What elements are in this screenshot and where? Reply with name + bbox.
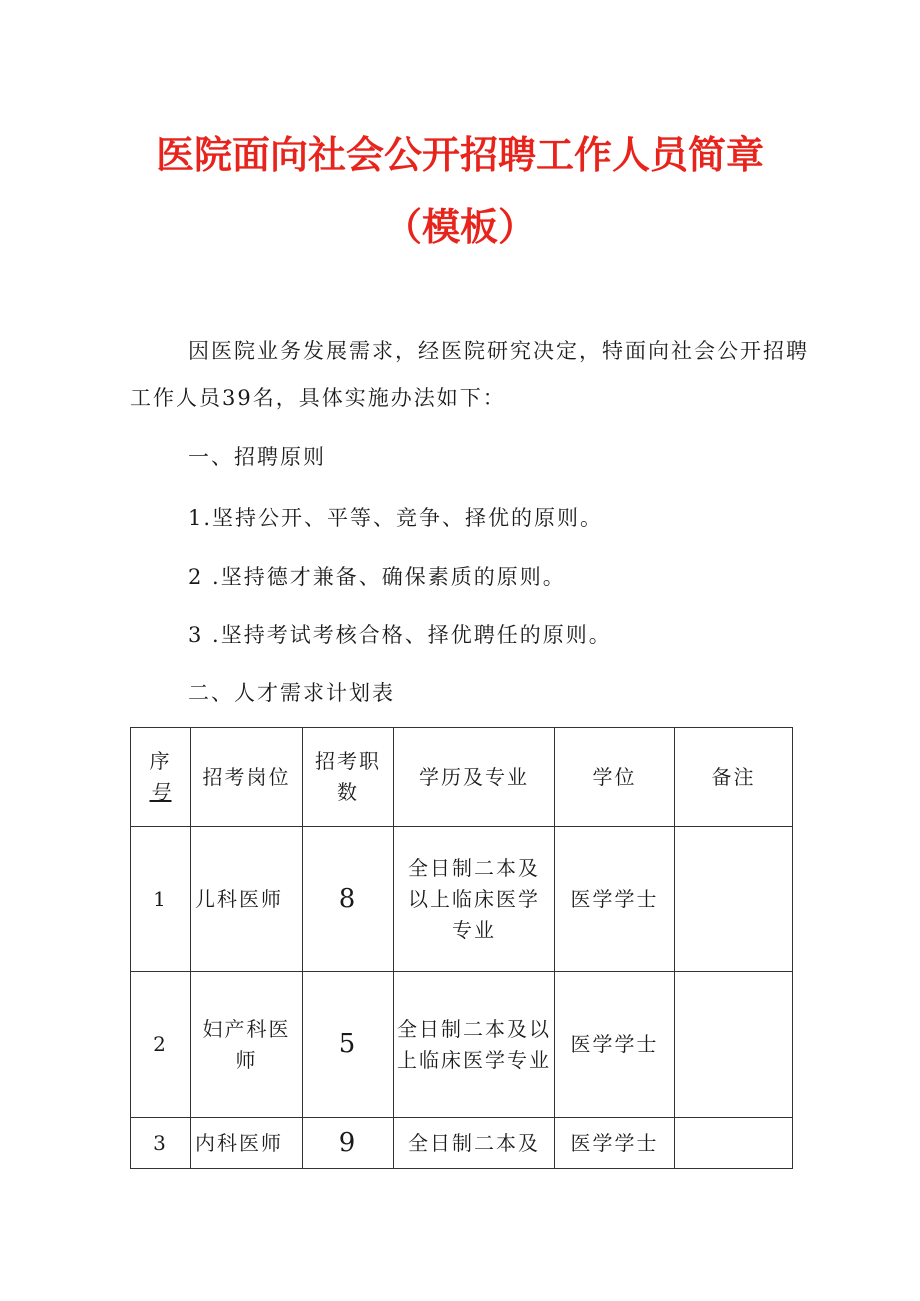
header-position: 招考岗位 bbox=[191, 728, 303, 827]
document-title: 医院面向社会公开招聘工作人员简章 bbox=[155, 133, 764, 177]
header-remark: 备注 bbox=[675, 728, 793, 827]
header-education: 学历及专业 bbox=[394, 728, 555, 827]
intro-paragraph-line2: 工作人员39名，具体实施办法如下： bbox=[130, 386, 506, 410]
cell-position bbox=[191, 827, 303, 972]
header-quota-line2: 数 bbox=[337, 780, 359, 804]
header-seq-line2: 号 bbox=[149, 780, 172, 804]
header-seq bbox=[131, 728, 191, 827]
cell-position-line2: 师 bbox=[235, 1047, 258, 1072]
cell-education-line3: 专业 bbox=[452, 917, 496, 942]
cell-education-line1: 全日制二本及以 bbox=[397, 1016, 551, 1041]
cell-position bbox=[191, 972, 303, 1118]
header-quota-line1: 招考职 bbox=[315, 749, 381, 773]
cell-seq: 3 bbox=[131, 1118, 191, 1169]
section-heading-plan-table: 二、人才需求计划表 bbox=[188, 681, 395, 705]
cell-education bbox=[394, 827, 555, 972]
table-row bbox=[131, 1118, 793, 1169]
header-seq-line1: 序 bbox=[149, 749, 172, 773]
principle-item: 3 .坚持考试考核合格、择优聘任的原则。 bbox=[188, 623, 612, 647]
table-row bbox=[131, 827, 793, 972]
table-row bbox=[131, 972, 793, 1118]
table-header-row bbox=[131, 728, 793, 827]
cell-education bbox=[394, 972, 555, 1118]
talent-demand-table bbox=[130, 727, 793, 1169]
principle-item: 1.坚持公开、平等、竞争、择优的原则。 bbox=[188, 506, 604, 530]
cell-quota: 8 bbox=[303, 827, 394, 972]
cell-seq: 1 bbox=[131, 827, 191, 972]
principle-item: 2 .坚持德才兼备、确保素质的原则。 bbox=[188, 565, 566, 589]
cell-education-line1: 全日制二本及 bbox=[408, 855, 540, 880]
cell-quota: 5 bbox=[303, 972, 394, 1118]
intro-paragraph-line1: 因医院业务发展需求，经医院研究决定，特面向社会公开招聘 bbox=[188, 339, 809, 363]
cell-degree: 医学学士 bbox=[555, 1118, 675, 1169]
cell-remark bbox=[675, 1118, 793, 1169]
cell-seq: 2 bbox=[131, 972, 191, 1118]
cell-degree: 医学学士 bbox=[555, 827, 675, 972]
header-degree: 学位 bbox=[555, 728, 675, 827]
cell-education bbox=[394, 1118, 555, 1169]
cell-quota: 9 bbox=[303, 1118, 394, 1169]
cell-education-line1: 全日制二本及 bbox=[408, 1130, 540, 1155]
cell-position-line1: 内科医师 bbox=[195, 1130, 283, 1155]
document-subtitle: （模板） bbox=[383, 205, 536, 249]
cell-degree: 医学学士 bbox=[555, 972, 675, 1118]
cell-education-line2: 以上临床医学 bbox=[408, 886, 540, 911]
cell-position-line1: 儿科医师 bbox=[195, 886, 283, 911]
cell-remark bbox=[675, 972, 793, 1118]
cell-position-line1: 妇产科医 bbox=[202, 1016, 291, 1041]
header-quota bbox=[303, 728, 394, 827]
cell-education-line2: 上临床医学专业 bbox=[397, 1047, 551, 1072]
cell-position bbox=[191, 1118, 303, 1169]
cell-remark bbox=[675, 827, 793, 972]
section-heading-principles: 一、招聘原则 bbox=[188, 445, 326, 469]
